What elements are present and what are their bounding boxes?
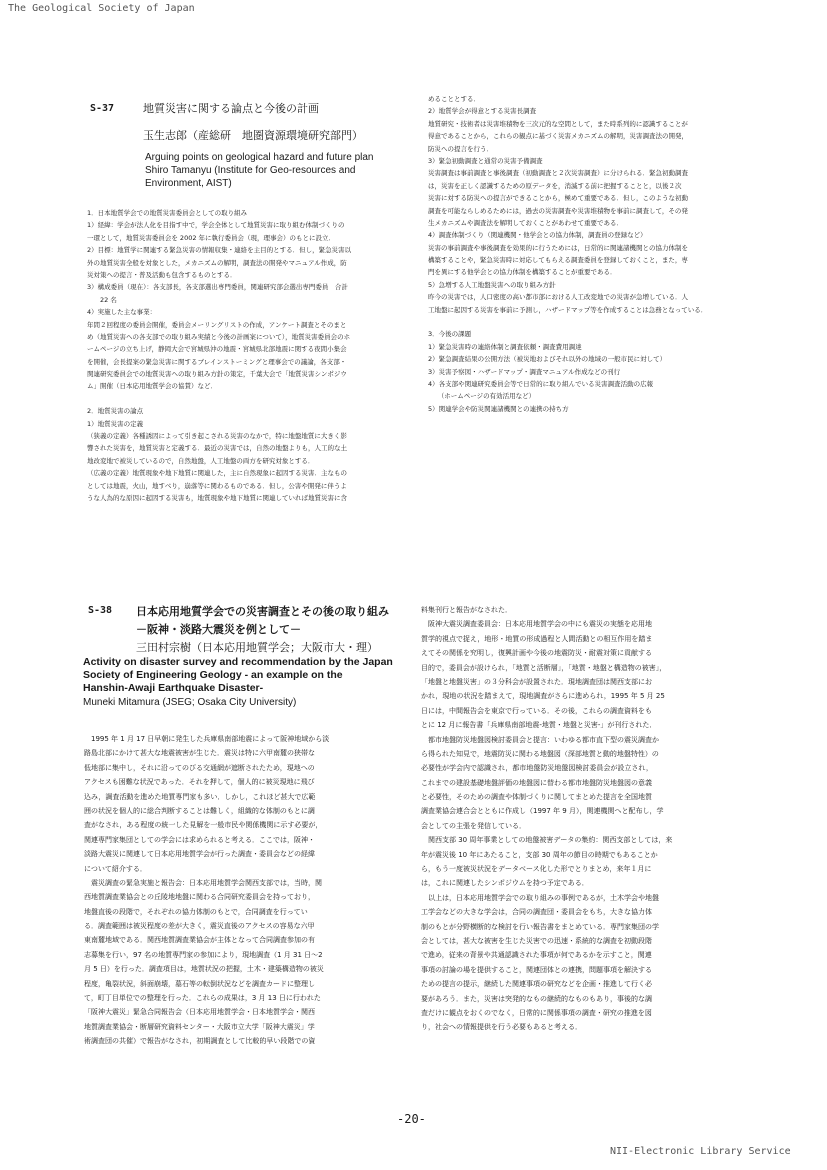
text-line: うな人為的な原因に起因する災害も，地質現象や地下地質に関連していれば地質災害に含 — [87, 493, 347, 502]
text-line: アクセスも困難な状況であった．それを押して，個人的に被災現地に飛び — [84, 778, 315, 787]
text-line: 「地盤と地盤災害」の３分科会が設置された．現地調査団は関西支部にお — [421, 677, 652, 686]
text-line: 必要性が学会内で認識され，都市地盤防災地盤図検討委員会が設立され， — [421, 764, 653, 773]
page-number: -20- — [397, 1112, 426, 1126]
text-line: 1．日本地質学会での地質災害委員会としての取り組み — [87, 209, 248, 217]
text-line: ための提言の提示，継続した関連事項の研究などを企画・推進して行く必 — [421, 980, 652, 989]
s37-right-column — [428, 93, 758, 415]
text-line: 程度，亀裂状況，斜面崩壊，墓石等の転倒状況などを調査カードに整理し — [84, 979, 315, 988]
text-line: 地盤直後の段階で，それぞれの協力体制のもとで，合同調査を行ってい — [84, 907, 308, 916]
text-line: 料集刊行と報告がなされた． — [421, 606, 512, 614]
text-line: ームページの立ち上げ，静岡大会で宮城県沖の地震・宮城県北部地震に関する夜間小集会 — [87, 345, 347, 354]
text-line: 志募集を行い，97 名の地質専門家の参加により，現地調査（1 月 31 日～2 — [84, 950, 323, 959]
text-line: 災対策への提言・普及活動も包含するものとする． — [87, 270, 237, 279]
text-line: る．調査範囲は被災程度の差が大きく，震災直後のアクセスの容易な六甲 — [84, 922, 315, 931]
text-line: を開催，会長提案の緊急災害に関するブレインストーミングと理事会での議論，各支部・ — [87, 357, 347, 366]
s38-author-en: Muneki Mitamura (JSEG; Osaka City University) — [83, 697, 297, 708]
text-line: 工地盤に起因する災害を事前に予測し，ハザードマップ等を作成することは急務となっている． — [428, 305, 708, 314]
s38-left-column — [84, 732, 414, 1049]
text-line: 目的で，委員会が設けられ，「地質と活断層」，「地質・地盤と構造物の被害」， — [421, 663, 667, 672]
text-line: 西地質調査業協会との丘陵地地盤に関わる合同研究委員会を持っており， — [84, 893, 315, 902]
text-line: 5）関連学会や防災関連諸機関との連携の持ち方 — [428, 404, 569, 413]
text-line: 調査を可能ならしめるためには，過去の災害調査や災害堆積物を事前に調査して，その発 — [428, 206, 688, 215]
text-line: り，社会への情報提供を行う必要もあると考える． — [421, 1023, 582, 1032]
s38-title-en-line: Society of Engineering Geology - an example on the — [83, 669, 343, 681]
text-line: 1）経緯：学会が法人化を目指す中で，学会全体として地質災害に取り組む体制づくりの — [87, 221, 345, 230]
s38-title-ja-1: 日本応用地質学会での災害調査とその後の取り組み — [136, 605, 389, 618]
s38-title-en — [83, 656, 393, 695]
text-line: 調査業協会連合会とともに作成し（1997 年 9 月），関連機関へと配布し，学 — [421, 807, 664, 816]
s38-author-ja: 三田村宗樹（日本応用地質学会；大阪市大・理） — [136, 641, 378, 654]
text-line: 4）各支部や関連研究委員会等で日常的に取り組んでいる災害調査活動の広報 — [428, 379, 654, 388]
text-line: 2）目標：地質学に関連する緊急災害の情報収集・連絡を主目的とする．但し，緊急災害以 — [87, 246, 352, 255]
text-line: 得意であることから，これらの観点に基づく災害メカニズムの解明，災害調査法の開発， — [428, 132, 688, 141]
s37-title-en — [145, 151, 374, 190]
text-line: 2）緊急調査結果の公開方法（被災地およびそれ以外の地域の一般市民に対して） — [428, 355, 667, 364]
text-line: 1）緊急災害時の連絡体制と調査依頼・調査費用調達 — [428, 342, 582, 351]
s38-title-en-line: Hanshin-Awaji Earthquake Disaster- — [83, 682, 264, 694]
text-line: は，災害を正しく認識するための原データを，消滅する前に把握することと，以後２次 — [428, 181, 682, 190]
text-line: め（地質災害への各支部での取り組み実績と今後の計画案について），地質災害委員会のホ — [87, 332, 351, 341]
text-line: は，これに関連したシンポジウムを持つ予定である． — [421, 879, 589, 888]
s37-left-column — [87, 207, 407, 504]
s37-title-en-line: Arguing points on geological hazard and future plan — [145, 152, 374, 163]
text-line: で進め，従来の背景や共通認識された事項が何であるかを示すこと，関連 — [421, 951, 652, 960]
text-line: 要があろう．また，災害は突発的なもの継続的なものもあり，事後的な調 — [421, 994, 652, 1003]
text-line: 22 名 — [87, 295, 117, 304]
text-line: 4）調査体制づくり（関連機関・他学会との協力体制，調査員の登録など） — [428, 231, 647, 240]
text-line: 2．地質災害の論点 — [87, 407, 144, 416]
text-line: 外の地質災害全般を対象とした，メカニズムの解明，調査法の開発やマニュアル作成，防 — [87, 258, 347, 267]
text-line: 工学会などの大きな学会は，合同の調査団・委員会をもち，大きな協力体 — [421, 908, 652, 917]
text-line: 阪神大震災調査委員会：日本応用地質学会の中にも震災の実態を応用地 — [421, 620, 652, 629]
text-line: 3）災害予察図・ハザードマップ・調査マニュアル作成などの刊行 — [428, 367, 621, 376]
s37-title-ja: 地質災害に関する論点と今後の計画 — [143, 102, 319, 115]
text-line: えてその関係を究明し，復興計画や今後の地震防災・耐震対策に貢献する — [421, 649, 652, 658]
s38-right-column — [421, 603, 761, 1035]
text-line: とに 12 月に報告書「兵庫県南部地震-地質・地盤と災害-」が刊行された． — [421, 721, 657, 730]
text-line: 地質研究・技術者は災害堆積物を三次元的な空間として，また時系列的に認識することが — [428, 119, 688, 128]
text-line: 査だけに観点をおくのでなく，日常的に関係事項の調査・研究の推進を図 — [421, 1008, 652, 1017]
s37-author-ja: 玉生志郎（産総研 地圏資源環境研究部門） — [143, 129, 363, 142]
text-line: としては地震，火山，地すべり，崩落等に関わるものである．但し，公害や開発に伴うよ — [87, 481, 347, 490]
text-line: 関連専門家集団としての学会には求められると考える．ここでは，阪神・ — [84, 835, 315, 844]
text-line: 東南麓地域である．関西地質調査業協会が主体となって合同調査参加の有 — [84, 936, 315, 945]
s38-title-en-line: Activity on disaster survey and recommendation by the Japan — [83, 656, 393, 668]
text-line: 込み，調査活動を進めた地質専門家も多い．しかし，これほど甚大で広範 — [84, 792, 316, 801]
text-line: 会としては，甚大な被害を生じた災害での迅速・系統的な調査を初動段階 — [421, 936, 652, 945]
s38-title-ja-2: －阪神・淡路大震災を例として－ — [136, 623, 301, 636]
text-line: 低地部に集中し，それに沿ってのびる交通網が遮断されたため，現地への — [84, 763, 315, 772]
library-footer: NII-Electronic Library Service — [610, 1146, 791, 1157]
text-line: 生メカニズムや調査法を解明しておくことがあわせて重要である． — [428, 218, 623, 227]
text-line: 都市地盤防災地盤図検討委員会と提言：いわゆる都市直下型の震災調査か — [421, 735, 659, 744]
s37-title-en-line: Environment, AIST) — [145, 178, 232, 189]
s38-code: S-38 — [88, 605, 113, 616]
text-line: ら，もう一度被災状況をデータベース化した形でとりまとめ，来年１月に — [421, 865, 652, 874]
text-line: 防災への提言を行う． — [428, 144, 493, 153]
text-line: 1995 年 1 月 17 日早朝に発生した兵庫県南部地震によって阪神地域から淡 — [84, 735, 330, 743]
text-line: 震災調査の緊急実施と報告会：日本応用地質学会関西支部では，当時，関 — [84, 878, 322, 887]
text-line: 事項の討論の場を提供すること，関連団体との連携，問題事項を解決する — [421, 965, 652, 974]
text-line: 5）急増する人工地盤災害への取り組み方針 — [428, 280, 556, 289]
text-line: 1）地質災害の定義 — [87, 419, 144, 428]
text-line: （ホームページの有効活用など） — [428, 392, 536, 401]
text-line: 2）地質学会が得意とする災害長調査 — [428, 107, 537, 116]
text-line: 門を異にする他学会との協力体制を構築することが重要である． — [428, 268, 617, 277]
text-line: 響された災害を，地質災害と定義する．最近の災害では，自然の地盤よりも，人工的な土 — [87, 444, 347, 453]
text-line — [87, 393, 407, 405]
text-line: ら得られた知見で，地震防災に関わる地盤図（深部地質と動的地盤特性）の — [421, 749, 659, 758]
text-line: 年が震災後 10 年にあたること，支部 30 周年の節目の時期でもあることか — [421, 850, 658, 859]
text-line: めることとする． — [428, 95, 480, 103]
text-line: 災害調査は事前調査と事後調査（初動調査と２次災害調査）に分けられる．緊急初動調査 — [428, 169, 688, 178]
text-line: 以上は，日本応用地質学会での取り組みの事例であるが，土木学会や地盤 — [421, 893, 659, 902]
s37-title-en-line: Shiro Tamanyu (Institute for Geo-resources and — [145, 165, 356, 176]
text-line — [428, 316, 758, 328]
text-line: 制のもとが分野横断的な検討を行い報告書をまとめている．専門家集団の学 — [421, 922, 659, 931]
text-line: 術調査団の共催）で報告がなされ，初期調査として比較的早い段階での資 — [84, 1037, 316, 1046]
text-line: 災害に対する防災への提言ができることから，極めて重要である．但し，このような初動 — [428, 194, 688, 203]
text-line: 査がなされ，ある程度の統一した見解を一般市民や関係機関に示す必要が， — [84, 821, 323, 830]
text-line: 災害の事前調査や事後調査を効果的に行うためには，日常的に関連諸機関との協力体制を — [428, 243, 688, 252]
text-line: 囲の状況を個人的に総合判断することは難しく，組織的な体制のもとに調 — [84, 806, 315, 815]
text-line: （狭義の定義）各種誘因によって引き起こされる災害のなかで，特に地盤地質に大きく影 — [87, 432, 347, 441]
text-line: これまでの建設基礎地盤評価の地盤図に替わる都市地盤防災地盤図の意義 — [421, 778, 652, 787]
text-line: 地質調査業協会・断層研究資料センター・大阪市立大学「阪神大震災」学 — [84, 1022, 315, 1031]
text-line: 地改変地で被災しているので，自然地盤，人工地盤の両方を研究対象とする． — [87, 456, 315, 465]
text-line: について紹介する． — [84, 864, 147, 873]
text-line: 質学的視点で捉え，地形・地質の形成過程と人間活動との相互作用を踏ま — [421, 634, 653, 643]
text-line: 3）緊急初動調査と通常の災害予備調査 — [428, 156, 543, 165]
text-line: 月 5 日）を行った．調査項目は，地質状況の把握，土木・建築構造物の被災 — [84, 965, 324, 974]
text-line: 3）構成委員（現在）：各支部長，各支部選出専門委員，関連研究部会選出専門委員 合計 — [87, 283, 348, 292]
text-line: 淡路大震災に関連して日本応用地質学会が行った調査・委員会などの経緯 — [84, 850, 315, 859]
s37-code: S-37 — [90, 103, 115, 114]
text-line: かれ，現地の状況を踏まえて，現地調査がさらに進められ，1995 年 5 月 25 — [421, 692, 665, 701]
text-line: 年間２回程度の委員会開催，委員会メーリングリストの作成，アンケート調査とそのまと — [87, 320, 347, 329]
text-line: 日には，中間報告会を東京で行っている．その後，これらの調査資料をも — [421, 706, 652, 715]
text-line: 会としての主張を発信している． — [421, 821, 526, 830]
text-line: ム」開催（日本応用地質学会の協賛）など． — [87, 382, 217, 391]
text-line: と必要性，そのための調査や体制づくりに関してまとめた提言を全国地質 — [421, 793, 652, 802]
text-line: て，町丁目単位での整理を行った．これらの成果は，3 月 13 日に行われた — [84, 994, 321, 1003]
text-line: 3．今後の課題 — [428, 330, 472, 339]
text-line: 関連研究委員会での地質災害への取り組み方針の策定，千葉大会で「地質災害シンポジウ — [87, 370, 347, 379]
text-line: 一環として，地質災害委員会を 2002 年に執行委員会（現，理事会）のもとに設立． — [87, 233, 336, 242]
journal-header: The Geological Society of Japan — [8, 3, 195, 14]
text-line: 関西支部 30 周年事業としての地盤被害データの集約：関西支部としては，来 — [421, 836, 673, 845]
text-line: 4）実施した主な事業： — [87, 308, 157, 317]
text-line: 路島北部にかけて甚大な地震被害が生じた．震災は特に六甲南麓の狭帯な — [84, 749, 315, 758]
text-line: （広義の定義）地質現象や地下地質に関連した，主に自然現象に起因する災害．主なもの — [87, 469, 347, 478]
text-line: 構築することや，緊急災害時に対応してもらえる調査委員を登録しておくこと，また，専 — [428, 256, 688, 265]
text-line: 昨今の災害では，人口密度の高い都市部における人工改変地での災害が急増している．人 — [428, 293, 688, 302]
text-line: 「阪神大震災」緊急合同報告会（日本応用地質学会・日本地質学会・関西 — [84, 1008, 315, 1017]
